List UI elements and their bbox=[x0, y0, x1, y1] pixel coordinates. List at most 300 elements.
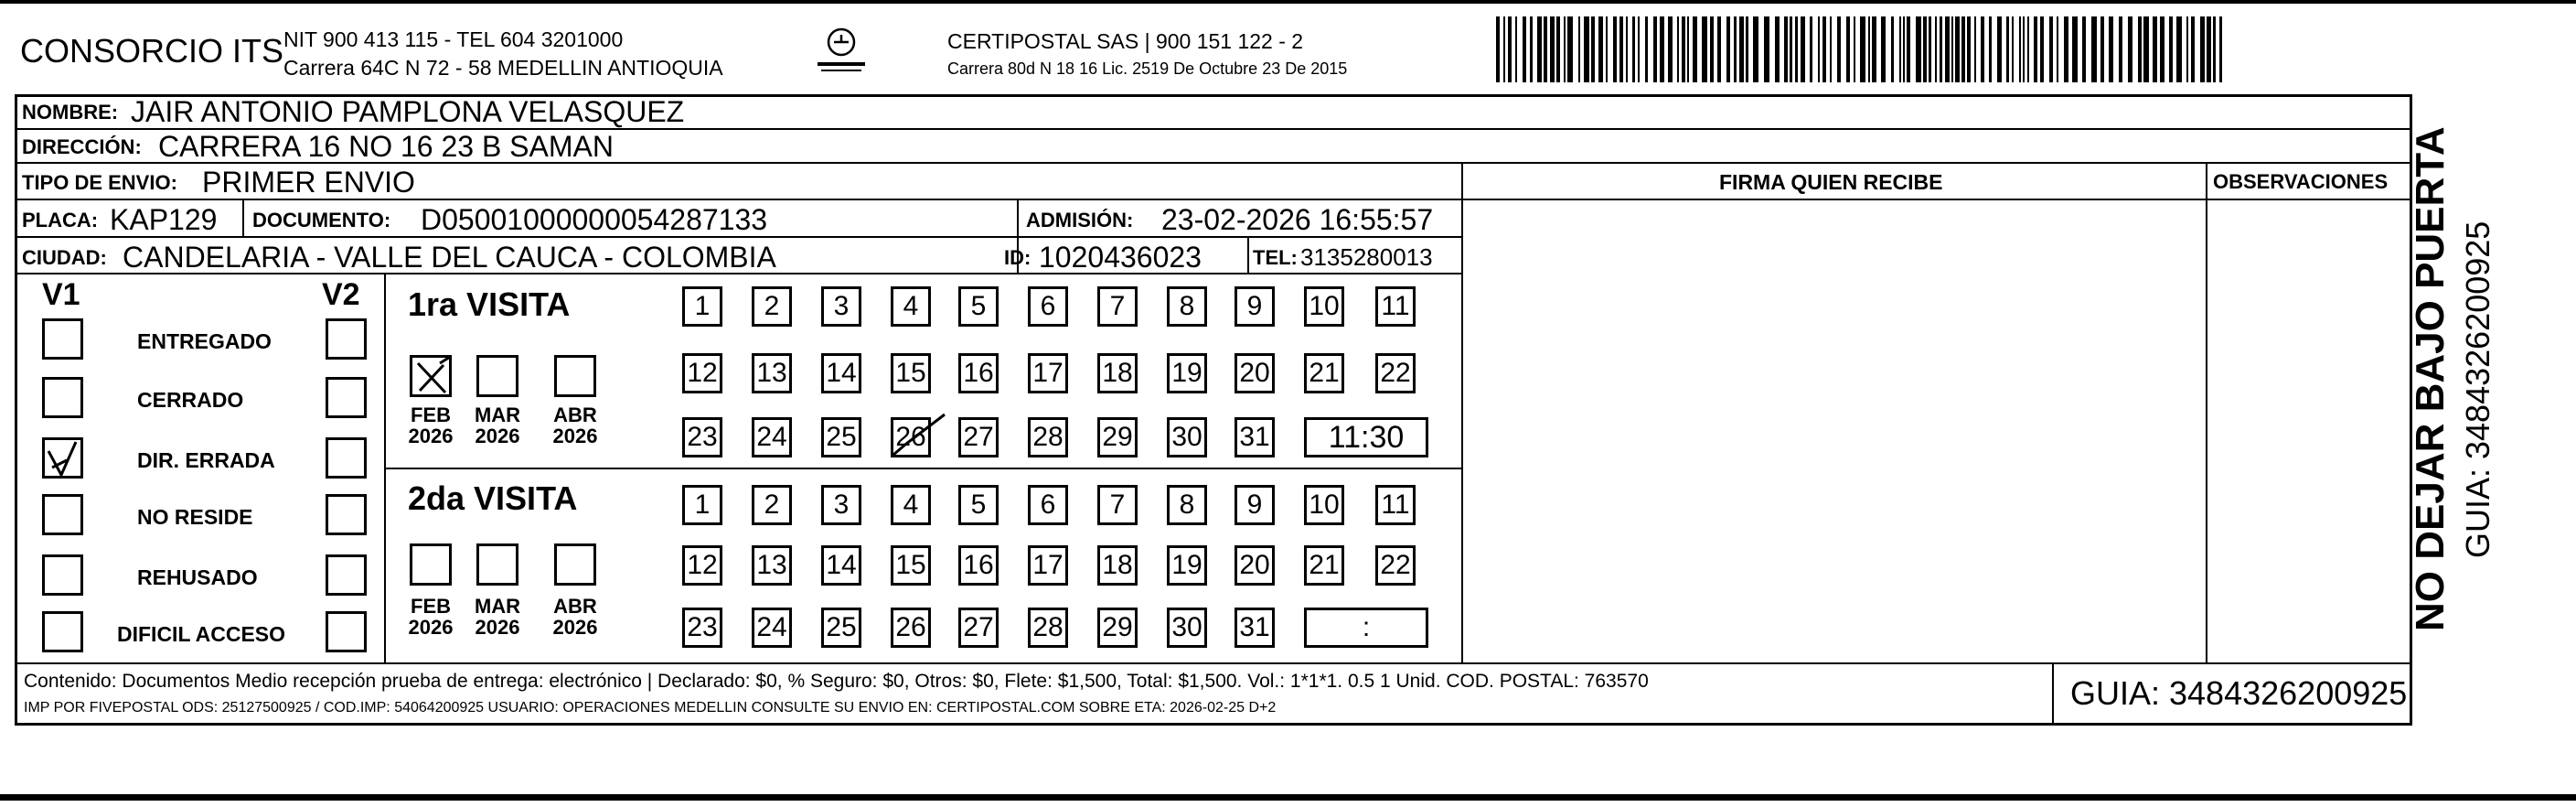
day-box[interactable] bbox=[682, 545, 722, 586]
barcode-bar bbox=[1606, 16, 1608, 82]
certipostal-line-2: Carrera 80d N 18 16 Lic. 2519 De Octubre 23 De 2015 bbox=[947, 59, 1348, 78]
status-label: CERRADO bbox=[137, 388, 244, 412]
barcode-bar bbox=[1891, 16, 1894, 82]
barcode-bar bbox=[1974, 16, 1976, 82]
barcode-bar bbox=[2153, 16, 2157, 82]
barcode-bar bbox=[1508, 16, 1512, 82]
day-number: 7 bbox=[1109, 291, 1126, 321]
first-visit-title: 1ra VISITA bbox=[408, 285, 571, 323]
month-name: MAR bbox=[474, 595, 521, 618]
day-number: 6 bbox=[1040, 291, 1056, 321]
certipostal-line-1: CERTIPOSTAL SAS | 900 151 122 - 2 bbox=[947, 29, 1304, 53]
month-name: FEB bbox=[411, 404, 451, 426]
barcode-bar bbox=[1710, 16, 1714, 82]
day-box[interactable] bbox=[1235, 286, 1275, 327]
row-line bbox=[15, 199, 2412, 200]
tel-value: 3135280013 bbox=[1300, 243, 1433, 271]
month-label bbox=[399, 596, 463, 638]
no-dejar-bajo-puerta: NO DEJAR BAJO PUERTA bbox=[2408, 126, 2453, 631]
day-number: 4 bbox=[903, 291, 919, 321]
day-number: 31 bbox=[1239, 422, 1270, 452]
nombre-label: NOMBRE: bbox=[22, 101, 119, 124]
day-box[interactable] bbox=[752, 353, 792, 393]
v1-checkbox[interactable] bbox=[42, 611, 83, 652]
day-box[interactable] bbox=[1375, 353, 1416, 393]
day-box[interactable] bbox=[958, 286, 999, 327]
barcode-bar bbox=[1810, 16, 1812, 82]
day-number: 2 bbox=[764, 490, 780, 520]
barcode-bar bbox=[1726, 16, 1730, 82]
barcode-bar bbox=[1739, 16, 1744, 82]
col-line bbox=[1247, 236, 1249, 273]
direccion-label: DIRECCIÓN: bbox=[22, 135, 142, 158]
day-number: 5 bbox=[970, 490, 987, 520]
day-number: 11 bbox=[1381, 490, 1410, 520]
v2-label: V2 bbox=[322, 277, 360, 312]
barcode-bar bbox=[1515, 16, 1517, 82]
day-box[interactable] bbox=[1028, 608, 1068, 648]
barcode-bar bbox=[2091, 16, 2097, 82]
barcode-bar bbox=[1784, 16, 1788, 82]
barcode-bar bbox=[2200, 16, 2205, 82]
day-number: 23 bbox=[687, 612, 718, 642]
barcode-bar bbox=[1682, 16, 1685, 82]
day-number: 1 bbox=[694, 490, 711, 520]
v2-checkbox[interactable] bbox=[326, 611, 367, 652]
day-box[interactable] bbox=[891, 545, 931, 586]
day-box[interactable] bbox=[682, 485, 722, 525]
day-number: 1 bbox=[694, 291, 711, 321]
day-box[interactable] bbox=[752, 286, 792, 327]
barcode-bar bbox=[2006, 16, 2009, 82]
barcode-bar bbox=[1967, 16, 1971, 82]
day-box[interactable] bbox=[1375, 545, 1416, 586]
day-box[interactable] bbox=[1304, 485, 1344, 525]
day-number: 16 bbox=[963, 550, 994, 580]
barcode-bar bbox=[1550, 16, 1555, 82]
barcode-bar bbox=[1795, 16, 1798, 82]
day-box[interactable] bbox=[1097, 286, 1138, 327]
day-box[interactable] bbox=[821, 353, 861, 393]
barcode-bar bbox=[2012, 16, 2014, 82]
status-label: NO RESIDE bbox=[137, 505, 253, 529]
barcode-bar bbox=[2169, 16, 2173, 82]
col-line bbox=[2206, 162, 2207, 662]
month-label bbox=[465, 596, 529, 638]
barcode-bar bbox=[2040, 16, 2044, 82]
footer-contents: Contenido: Documentos Medio recepción prueba de entrega: electrónico | Declarado: $0, % Seguro: $0, Otros: $0, Flete: $1,500, Total: $1,500. Vol.: 1*1*1. 0.5 1 Unid. COD. POSTAL: 763570 bbox=[24, 671, 1649, 692]
day-box[interactable] bbox=[1028, 485, 1068, 525]
barcode-bar bbox=[2138, 16, 2142, 82]
barcode-bar bbox=[1619, 16, 1623, 82]
day-number: 27 bbox=[963, 422, 994, 452]
day-number: 24 bbox=[756, 612, 787, 642]
day-box[interactable] bbox=[821, 608, 861, 648]
day-number: 16 bbox=[963, 358, 994, 388]
month-year: 2026 bbox=[475, 425, 520, 448]
day-box[interactable] bbox=[1167, 608, 1207, 648]
day-number: 29 bbox=[1102, 422, 1133, 452]
day-box[interactable] bbox=[1028, 545, 1068, 586]
day-box[interactable] bbox=[1235, 545, 1275, 586]
barcode-bar bbox=[1564, 16, 1566, 82]
month-year: 2026 bbox=[552, 616, 598, 640]
col-line bbox=[2052, 662, 2054, 726]
day-number: 6 bbox=[1040, 490, 1056, 520]
barcode-bar bbox=[1591, 16, 1595, 82]
barcode-bar bbox=[1955, 16, 1960, 82]
barcode-bar bbox=[1537, 16, 1542, 82]
barcode-bar bbox=[1951, 16, 1953, 82]
barcode-bar bbox=[1613, 16, 1617, 82]
barcode-bar bbox=[1717, 16, 1721, 82]
barcode-bar bbox=[2219, 16, 2222, 82]
v2-checkbox[interactable] bbox=[326, 377, 367, 418]
day-number: 15 bbox=[895, 550, 926, 580]
barcode-bar bbox=[2119, 16, 2122, 82]
barcode-bar bbox=[1830, 16, 1832, 82]
v2-checkbox[interactable] bbox=[326, 494, 367, 535]
barcode-bar bbox=[1632, 16, 1635, 82]
day-number: 22 bbox=[1380, 358, 1411, 388]
ciudad-value: CANDELARIA - VALLE DEL CAUCA - COLOMBIA bbox=[123, 241, 776, 274]
day-number: 23 bbox=[687, 422, 718, 452]
day-number: 26 bbox=[895, 422, 926, 452]
v1-checkbox[interactable] bbox=[42, 437, 83, 479]
day-box[interactable] bbox=[1304, 353, 1344, 393]
ciudad-label: CIUDAD: bbox=[22, 246, 107, 269]
day-box[interactable] bbox=[1235, 608, 1275, 648]
day-number: 20 bbox=[1239, 358, 1270, 388]
day-number: 20 bbox=[1239, 550, 1270, 580]
day-number: 21 bbox=[1309, 358, 1340, 388]
month-checkbox-mar[interactable] bbox=[476, 543, 518, 586]
barcode-bar bbox=[1687, 16, 1689, 82]
barcode-bar bbox=[1903, 16, 1905, 82]
day-number: 31 bbox=[1239, 612, 1270, 642]
day-box[interactable] bbox=[1097, 417, 1138, 457]
barcode-bar bbox=[1989, 16, 1992, 82]
day-number: 30 bbox=[1171, 422, 1202, 452]
barcode-bar bbox=[1846, 16, 1850, 82]
barcode-bar bbox=[1578, 16, 1580, 82]
day-number: 21 bbox=[1309, 550, 1340, 580]
barcode-bar bbox=[2019, 16, 2021, 82]
barcode-bar bbox=[1584, 16, 1589, 82]
placa-label: PLACA: bbox=[22, 209, 99, 231]
barcode-bar bbox=[1801, 16, 1805, 82]
barcode-bar bbox=[2207, 16, 2211, 82]
col-line bbox=[242, 199, 244, 236]
barcode-bar bbox=[2100, 16, 2104, 82]
day-box[interactable] bbox=[958, 485, 999, 525]
admision-value: 23-02-2026 16:55:57 bbox=[1161, 203, 1434, 236]
day-number: 11 bbox=[1381, 291, 1410, 321]
barcode-bar bbox=[1598, 16, 1603, 82]
day-number: 17 bbox=[1032, 358, 1064, 388]
day-number: 3 bbox=[833, 490, 850, 520]
day-number: 12 bbox=[687, 358, 718, 388]
day-box[interactable] bbox=[958, 353, 999, 393]
barcode-bar bbox=[1923, 16, 1927, 82]
v2-checkbox[interactable] bbox=[326, 437, 367, 479]
v1-checkbox[interactable] bbox=[42, 554, 83, 596]
day-box[interactable] bbox=[1167, 545, 1207, 586]
day-box[interactable] bbox=[821, 545, 861, 586]
day-number: 4 bbox=[903, 490, 919, 520]
time-value: 11:30 bbox=[1328, 419, 1405, 455]
tel-label: TEL: bbox=[1253, 246, 1298, 269]
status-label: DIFICIL ACCESO bbox=[117, 622, 286, 646]
barcode-bar bbox=[1626, 16, 1628, 82]
barcode-bar bbox=[2057, 16, 2058, 82]
id-value: 1020436023 bbox=[1039, 241, 1202, 274]
barcode-bar bbox=[2186, 16, 2188, 82]
v2-checkbox[interactable] bbox=[326, 318, 367, 360]
day-box[interactable] bbox=[1167, 417, 1207, 457]
barcode-bar bbox=[1530, 16, 1533, 82]
day-box[interactable] bbox=[682, 417, 722, 457]
day-box[interactable] bbox=[752, 608, 792, 648]
day-number: 30 bbox=[1171, 612, 1202, 642]
day-number: 13 bbox=[756, 550, 787, 580]
day-box[interactable] bbox=[682, 608, 722, 648]
day-box[interactable] bbox=[1235, 353, 1275, 393]
day-box[interactable] bbox=[958, 608, 999, 648]
month-checkbox-abr[interactable] bbox=[554, 543, 596, 586]
day-number: 18 bbox=[1102, 550, 1133, 580]
day-number: 10 bbox=[1309, 490, 1340, 520]
day-box[interactable] bbox=[891, 608, 931, 648]
day-box[interactable] bbox=[752, 417, 792, 457]
barcode-bar bbox=[1818, 16, 1820, 82]
barcode-bar bbox=[1753, 16, 1758, 82]
direccion-value: CARRERA 16 NO 16 23 B SAMAN bbox=[158, 130, 614, 163]
footer-guia: GUIA: 3484326200925 bbox=[2070, 674, 2408, 712]
barcode-bar bbox=[1523, 16, 1526, 82]
day-number: 15 bbox=[895, 358, 926, 388]
day-box[interactable] bbox=[752, 545, 792, 586]
v1-checkbox[interactable] bbox=[42, 377, 83, 418]
day-box[interactable] bbox=[1097, 608, 1138, 648]
status-label: REHUSADO bbox=[137, 565, 258, 589]
day-number: 13 bbox=[756, 358, 787, 388]
x-mark-icon bbox=[412, 358, 454, 400]
v2-checkbox[interactable] bbox=[326, 554, 367, 596]
month-checkbox-mar[interactable] bbox=[476, 355, 518, 397]
day-box[interactable] bbox=[891, 485, 931, 525]
day-box[interactable] bbox=[1304, 286, 1344, 327]
barcode-bar bbox=[1702, 16, 1707, 82]
day-box[interactable] bbox=[1304, 545, 1344, 586]
barcode-bar bbox=[2082, 16, 2086, 82]
month-name: ABR bbox=[553, 595, 597, 618]
slash-mark-icon bbox=[888, 407, 952, 462]
v1-checkbox[interactable] bbox=[42, 494, 83, 535]
day-box[interactable] bbox=[1097, 353, 1138, 393]
barcode-bar bbox=[1837, 16, 1841, 82]
day-box[interactable] bbox=[1028, 286, 1068, 327]
day-number: 18 bbox=[1102, 358, 1133, 388]
status-label: ENTREGADO bbox=[137, 329, 272, 353]
nombre-value: JAIR ANTONIO PAMPLONA VELASQUEZ bbox=[131, 95, 685, 128]
side-guia: GUIA: 3484326200925 bbox=[2459, 221, 2496, 558]
bottom-border-line bbox=[0, 794, 2576, 801]
barcode-bar bbox=[1929, 16, 1931, 82]
status-label: DIR. ERRADA bbox=[137, 448, 275, 472]
barcode-bar bbox=[1907, 16, 1910, 82]
day-number: 24 bbox=[756, 422, 787, 452]
v1-checkbox[interactable] bbox=[42, 318, 83, 360]
day-box[interactable] bbox=[821, 417, 861, 457]
day-box[interactable] bbox=[1028, 417, 1068, 457]
barcode-bar bbox=[2143, 16, 2149, 82]
col-line bbox=[384, 273, 386, 662]
day-box[interactable] bbox=[1028, 353, 1068, 393]
documento-value: D05001000000054287133 bbox=[421, 203, 768, 236]
day-number: 26 bbox=[895, 612, 926, 642]
month-label bbox=[465, 404, 529, 447]
day-number: 22 bbox=[1380, 550, 1411, 580]
day-number: 8 bbox=[1179, 291, 1195, 321]
day-box[interactable] bbox=[958, 417, 999, 457]
observaciones-header: OBSERVACIONES bbox=[2213, 170, 2389, 193]
month-name: ABR bbox=[553, 404, 597, 426]
barcode-bar bbox=[1544, 16, 1547, 82]
placa-value: KAP129 bbox=[110, 203, 218, 236]
day-number: 7 bbox=[1109, 490, 1126, 520]
day-box[interactable] bbox=[1097, 545, 1138, 586]
barcode-bar bbox=[1997, 16, 2002, 82]
id-label: ID: bbox=[1004, 246, 1031, 269]
day-number: 29 bbox=[1102, 612, 1133, 642]
check-mark-icon bbox=[45, 440, 86, 481]
barcode-bar bbox=[2191, 16, 2195, 82]
time-box[interactable] bbox=[1304, 608, 1428, 648]
day-number: 3 bbox=[833, 291, 850, 321]
day-number: 2 bbox=[764, 291, 780, 321]
address-line: Carrera 64C N 72 - 58 MEDELLIN ANTIOQUIA bbox=[283, 56, 723, 80]
barcode-bar bbox=[1945, 16, 1950, 82]
top-border-line bbox=[0, 0, 2576, 4]
day-box[interactable] bbox=[1167, 286, 1207, 327]
day-box[interactable] bbox=[1097, 485, 1138, 525]
month-checkbox-feb[interactable] bbox=[410, 543, 452, 586]
barcode-bar bbox=[2176, 16, 2182, 82]
barcode-bar bbox=[1638, 16, 1640, 82]
barcode-bar bbox=[2027, 16, 2029, 82]
barcode-bar bbox=[1868, 16, 1870, 82]
barcode-bar bbox=[1860, 16, 1865, 82]
barcode-bar bbox=[2160, 16, 2164, 82]
day-box[interactable] bbox=[752, 485, 792, 525]
visit-separator bbox=[384, 468, 1461, 469]
day-box[interactable] bbox=[1167, 485, 1207, 525]
barcode-bar bbox=[1668, 16, 1673, 82]
firma-header: FIRMA QUIEN RECIBE bbox=[1719, 170, 1943, 194]
barcode-bar bbox=[1693, 16, 1697, 82]
day-box[interactable] bbox=[821, 485, 861, 525]
barcode-bar bbox=[1822, 16, 1826, 82]
day-number: 5 bbox=[970, 291, 987, 321]
month-year: 2026 bbox=[475, 616, 520, 640]
day-number: 28 bbox=[1032, 612, 1064, 642]
day-number: 27 bbox=[963, 612, 994, 642]
col-line bbox=[1461, 162, 1463, 662]
barcode-bar bbox=[1660, 16, 1664, 82]
time-value: : bbox=[1362, 612, 1371, 642]
day-box[interactable] bbox=[682, 353, 722, 393]
day-number: 8 bbox=[1179, 490, 1195, 520]
day-number: 10 bbox=[1309, 291, 1340, 321]
barcode-bar bbox=[1677, 16, 1679, 82]
day-number: 14 bbox=[826, 550, 857, 580]
barcode-bar bbox=[1940, 16, 1942, 82]
barcode-bar bbox=[1961, 16, 1965, 82]
tipo-envio-value: PRIMER ENVIO bbox=[202, 166, 415, 199]
certipostal-logo-icon bbox=[814, 26, 869, 76]
barcode-bar bbox=[1790, 16, 1792, 82]
day-box[interactable] bbox=[1375, 485, 1416, 525]
barcode-bar bbox=[1854, 16, 1855, 82]
month-label bbox=[543, 404, 607, 447]
barcode-bar bbox=[1496, 16, 1500, 82]
month-checkbox-feb[interactable] bbox=[410, 355, 452, 397]
day-box[interactable] bbox=[1235, 417, 1275, 457]
barcode-bar bbox=[1746, 16, 1748, 82]
month-year: 2026 bbox=[408, 616, 454, 640]
day-number: 19 bbox=[1171, 358, 1202, 388]
day-box[interactable] bbox=[821, 286, 861, 327]
day-box[interactable] bbox=[891, 353, 931, 393]
company-name: CONSORCIO ITS bbox=[20, 32, 284, 70]
month-year: 2026 bbox=[408, 425, 454, 448]
day-box[interactable] bbox=[1167, 353, 1207, 393]
barcode-bar bbox=[1935, 16, 1937, 82]
day-number: 28 bbox=[1032, 422, 1064, 452]
footer-print-info: IMP POR FIVEPOSTAL ODS: 25127500925 / COD.IMP: 54064200925 USUARIO: OPERACIONES MEDELLIN CONSULTE SU ENVIO EN: CERTIPOSTAL.COM SOBRE ETA: 2026-02-25 D+2 bbox=[24, 700, 1277, 716]
barcode-bar bbox=[1653, 16, 1657, 82]
month-checkbox-abr[interactable] bbox=[554, 355, 596, 397]
documento-label: DOCUMENTO: bbox=[252, 209, 391, 231]
row-line bbox=[15, 236, 1461, 238]
barcode-bar bbox=[1503, 16, 1505, 82]
v1-label: V1 bbox=[42, 277, 80, 312]
month-name: MAR bbox=[474, 404, 521, 426]
barcode-bar bbox=[1872, 16, 1876, 82]
time-box[interactable] bbox=[1304, 417, 1428, 457]
day-number: 12 bbox=[687, 550, 718, 580]
barcode-bar bbox=[1567, 16, 1573, 82]
day-box[interactable] bbox=[682, 286, 722, 327]
barcode-bar bbox=[1645, 16, 1648, 82]
barcode-bar bbox=[1556, 16, 1560, 82]
nit-line: NIT 900 413 115 - TEL 604 3201000 bbox=[283, 27, 624, 51]
day-box[interactable] bbox=[891, 286, 931, 327]
day-box[interactable] bbox=[958, 545, 999, 586]
admision-label: ADMISIÓN: bbox=[1026, 209, 1134, 231]
barcode-bar bbox=[2072, 16, 2078, 82]
day-box[interactable] bbox=[891, 417, 931, 457]
second-visit-title: 2da VISITA bbox=[408, 479, 578, 517]
day-number: 9 bbox=[1246, 490, 1263, 520]
barcode-bar bbox=[2049, 16, 2053, 82]
barcode-bar bbox=[1881, 16, 1886, 82]
day-box[interactable] bbox=[1235, 485, 1275, 525]
day-box[interactable] bbox=[1375, 286, 1416, 327]
barcode-bar bbox=[1734, 16, 1737, 82]
barcode-bar bbox=[2109, 16, 2113, 82]
